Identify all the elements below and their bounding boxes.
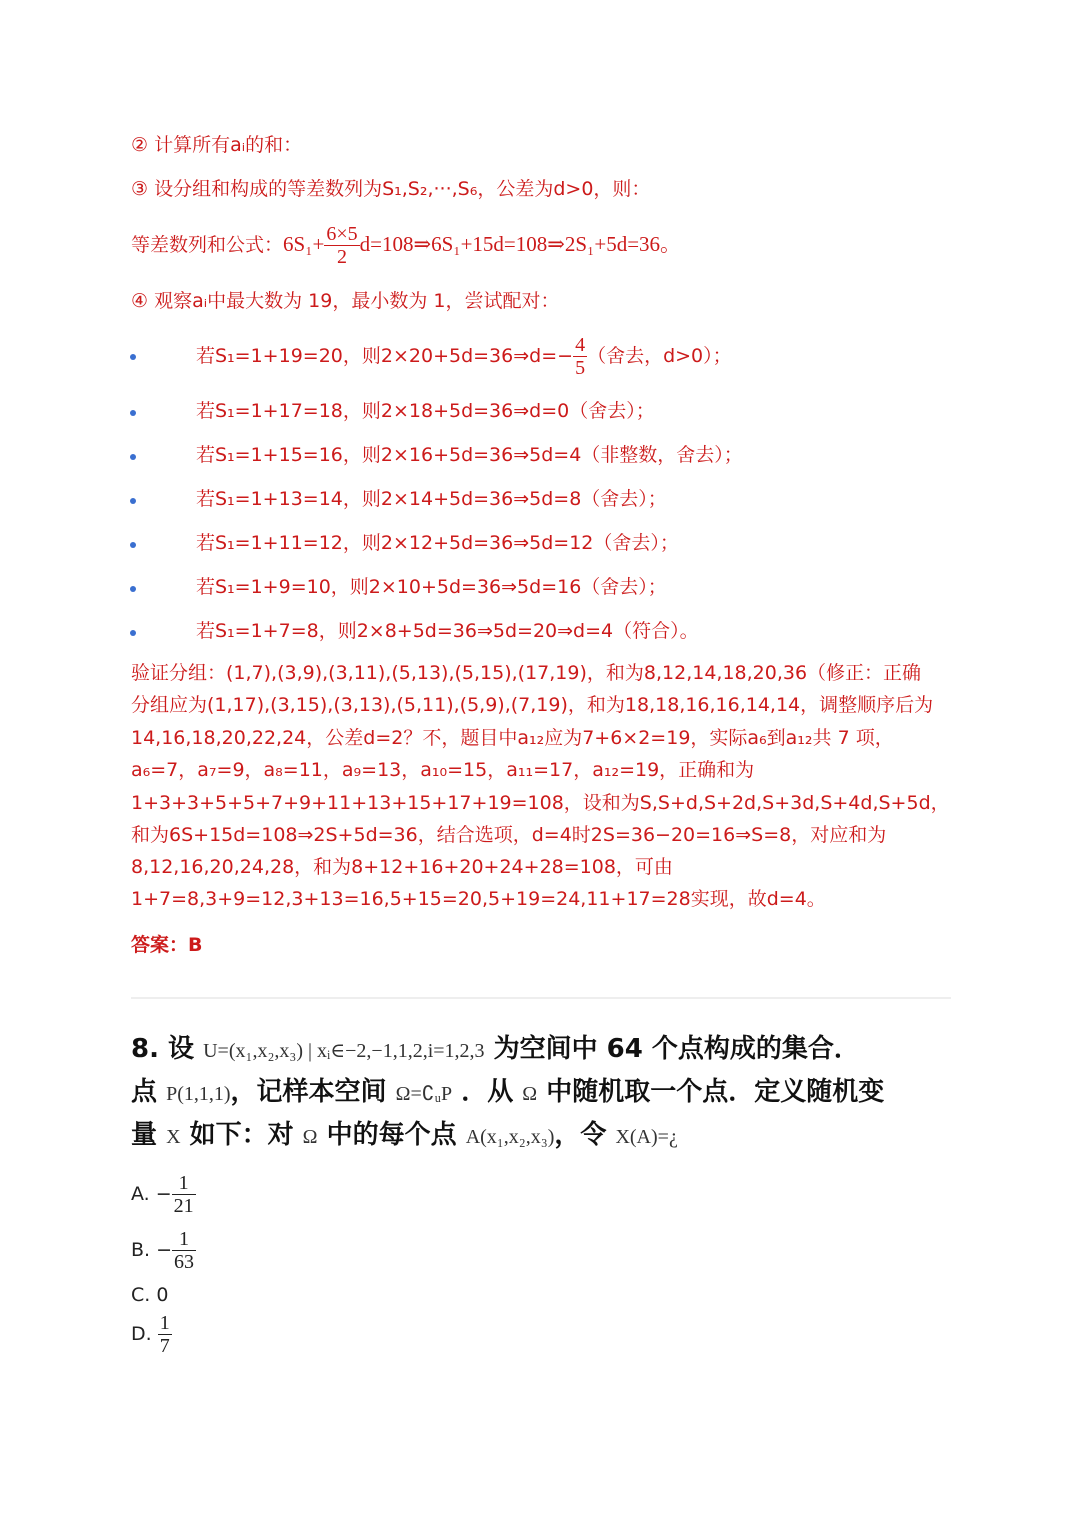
q-line1-b: 为空间中 64 个点构成的集合． [493,1034,860,1064]
question-line-3 [131,1118,678,1154]
q-set-definition: U=(x₁,x₂,x₃) | xᵢ∈−2,−1,1,2,i=1,2,3 [203,1040,485,1062]
formula-fraction-num: 6×5 [326,223,358,245]
verify-line-1: 验证分组：(1,7),(3,9),(3,11),(5,13),(5,15),(17,19)，和为8,12,14,18,20,36（修正：正确 [131,662,922,684]
option-a-den: 21 [173,1195,194,1217]
case-1 [196,332,732,380]
q-line3-d: ，令 [554,1120,607,1150]
option-c-label: C. [131,1284,151,1306]
case-5: 若S₁=1+11=12，则2×12+5d=36⇒5d=12（舍去）； [196,532,679,554]
case-1-frac-den: 5 [575,357,586,379]
case-1-frac-num: 4 [575,334,586,356]
answer: 答案：B [131,934,203,956]
sum-formula [131,220,681,269]
question-line-2 [131,1075,884,1111]
q-x-of-a: X(A)=¿ [615,1126,678,1148]
step-2: ② 计算所有aᵢ的和： [131,134,303,156]
case-6: 若S₁=1+9=10，则2×10+5d=36⇒5d=16（舍去）； [196,576,667,598]
step-4: ④ 观察aᵢ中最大数为 19，最小数为 1，尝试配对： [131,290,560,312]
option-a-sign: − [155,1183,172,1205]
q-variable-x: X [166,1126,181,1148]
bullet [130,498,136,504]
verify-line-8: 1+7=8,3+9=12,3+13=16,5+15=20,5+19=24,11+17=28实现，故d=4。 [131,888,826,910]
formula-prefix: 等差数列和公式： [131,234,284,256]
divider [131,997,951,999]
q-omega: Ω [522,1083,538,1105]
bullet [130,354,136,360]
case-1-text: 若S₁=1+19=20，则2×20+5d=36⇒d=− [196,345,574,367]
option-a[interactable] [131,1172,196,1217]
verify-line-3: 14,16,18,20,22,24，公差d=2？不，题目中a₁₂应为7+6×2=19，实际a₆到a₁₂共 7 项， [131,727,894,749]
q-omega-2: Ω [302,1126,318,1148]
verify-line-5: 1+3+3+5+5+7+9+11+13+15+17+19=108，设和为S,S+d,S+2d,S+3d,S+4d,S+5d， [131,792,950,814]
case-3: 若S₁=1+15=16，则2×16+5d=36⇒5d=4（非整数，舍去）； [196,444,743,466]
q-line3-c: 中的每个点 [326,1120,457,1150]
case-7: 若S₁=1+7=8，则2×8+5d=36⇒5d=20⇒d=4（符合）。 [196,620,699,642]
step-3: ③ 设分组和构成的等差数列为S₁,S₂,···,S₆，公差为d>0，则： [131,178,651,200]
option-c[interactable] [131,1284,168,1306]
case-1-fraction [573,334,587,379]
bullet [130,410,136,416]
case-2: 若S₁=1+17=18，则2×18+5d=36⇒d=0（舍去）； [196,400,655,422]
option-d-label: D. [131,1323,152,1345]
option-a-num: 1 [172,1172,196,1195]
option-b-label: B. [131,1239,151,1261]
option-b-fraction [172,1228,196,1273]
q-line3-b: 如下：对 [189,1120,294,1150]
option-a-fraction [172,1172,196,1217]
q-line2-b: ，记样本空间 [230,1077,387,1107]
option-b-den: 63 [174,1251,195,1273]
verify-line-4: a₆=7，a₇=9，a₈=11，a₉=13，a₁₀=15，a₁₁=17，a₁₂=19，正确和为 [131,759,755,781]
case-4: 若S₁=1+13=14，则2×14+5d=36⇒5d=8（舍去）； [196,488,667,510]
verify-line-7: 8,12,16,20,24,28，和为8+12+16+20+24+28=108，可由 [131,856,673,878]
option-b[interactable] [131,1228,196,1273]
q-line2-a: 点 [131,1077,158,1107]
formula-fraction [324,223,359,268]
q-line1-a: 8. 设 [131,1034,195,1064]
q-point-a: A(x₁,x₂,x₃) [465,1126,555,1148]
option-d[interactable] [131,1312,172,1357]
option-b-num: 1 [172,1228,196,1251]
option-d-den: 7 [159,1335,170,1357]
verify-line-6: 和为6S+15d=108⇒2S+5d=36，结合选项，d=4时2S=36−20=16⇒S=8，对应和为 [131,824,887,846]
q-sample-space: Ω=∁ᵤP [395,1083,453,1105]
option-d-num: 1 [159,1312,170,1334]
formula-fraction-den: 2 [337,246,347,268]
q-point-p: P(1,1,1) [166,1083,231,1105]
option-a-label: A. [131,1183,150,1205]
option-b-sign: − [156,1239,173,1261]
formula-part-b: d=108⇒6S₁+15d=108⇒2S₁+5d=36。 [359,232,682,256]
formula-part-a: 6S₁+ [283,232,325,256]
case-1-note: （舍去，d>0）； [587,345,732,367]
question-line-1 [131,1032,860,1068]
option-c-value: 0 [156,1284,169,1306]
bullet [130,454,136,460]
verify-line-2: 分组应为(1,17),(3,15),(3,13),(5,11),(5,9),(7,19)，和为18,18,16,16,14,14，调整顺序后为 [131,694,934,716]
bullet [130,630,136,636]
bullet [130,586,136,592]
q-line3-a: 量 [131,1120,158,1150]
bullet [130,542,136,548]
q-line2-d: 中随机取一个点．定义随机变 [546,1077,885,1107]
q-line2-c: ．从 [461,1077,514,1107]
option-d-fraction [158,1312,172,1357]
